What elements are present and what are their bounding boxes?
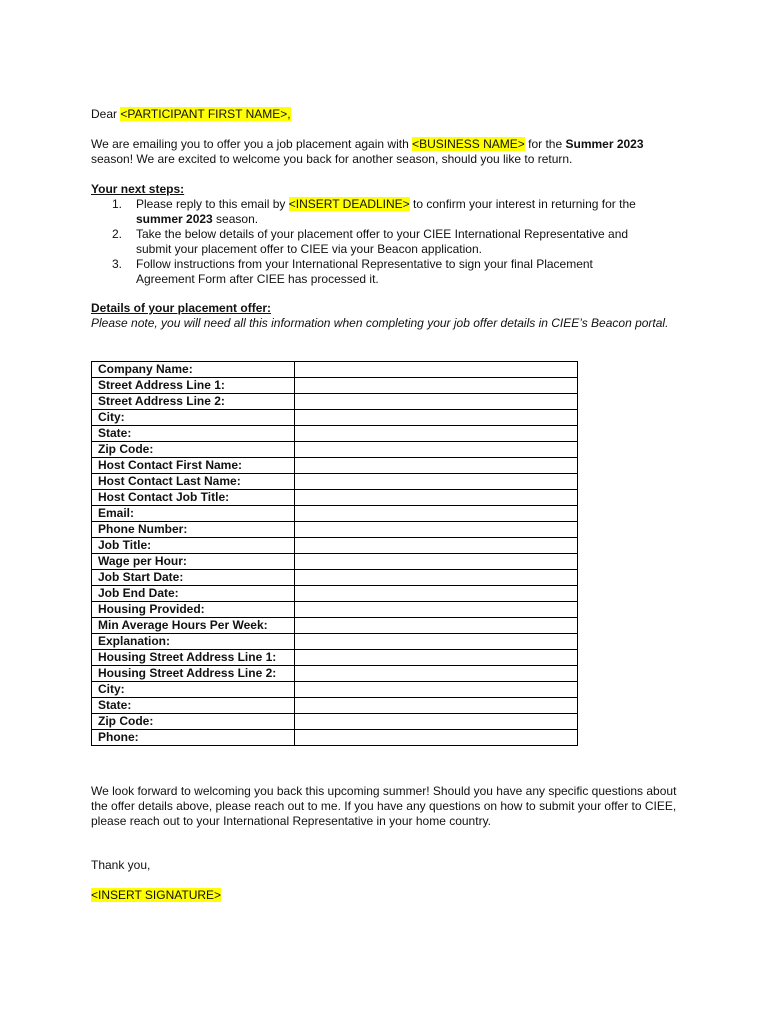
step-season: summer 2023: [136, 212, 213, 226]
field-label: Job Start Date:: [92, 570, 295, 586]
field-label: Email:: [92, 506, 295, 522]
closing-paragraph: We look forward to welcoming you back this upcoming summer! Should you have any specific questions about the offer details above, please reach out to me. If you have any questions on how to submit your offer to CIEE, please reach out to your International Representative in your home country.: [91, 784, 677, 828]
next-steps-heading: Your next steps:: [91, 182, 185, 196]
next-steps-list: [91, 197, 681, 287]
greeting: [91, 107, 291, 122]
step-number: 3.: [112, 257, 123, 271]
field-value-cell[interactable]: [295, 426, 578, 442]
thanks-text: Thank you,: [91, 858, 151, 872]
table-row: [92, 554, 578, 570]
step-number: 2.: [112, 227, 123, 241]
field-label: Host Contact First Name:: [92, 458, 295, 474]
table-row: [92, 650, 578, 666]
next-step-item: [91, 257, 681, 287]
field-label: Phone:: [92, 730, 295, 746]
field-value-cell[interactable]: [295, 474, 578, 490]
field-label: Street Address Line 1:: [92, 378, 295, 394]
step-text: submit your placement offer to CIEE via your Beacon application.: [136, 242, 482, 256]
table-row: [92, 394, 578, 410]
step-text: season.: [212, 212, 259, 226]
table-row: [92, 378, 578, 394]
field-label: Host Contact Job Title:: [92, 490, 295, 506]
field-value-cell[interactable]: [295, 410, 578, 426]
field-value-cell[interactable]: [295, 490, 578, 506]
field-value-cell[interactable]: [295, 458, 578, 474]
intro-text-1: We are emailing you to offer you a job placement again with: [91, 137, 413, 151]
table-row: [92, 682, 578, 698]
field-label: Zip Code:: [92, 442, 295, 458]
step-text: Agreement Form after CIEE has processed it.: [136, 272, 379, 286]
field-value-cell[interactable]: [295, 586, 578, 602]
table-row: [92, 490, 578, 506]
field-value-cell[interactable]: [295, 506, 578, 522]
step-text: to confirm your interest in returning for the: [409, 197, 636, 211]
field-value-cell[interactable]: [295, 362, 578, 378]
field-value-cell[interactable]: [295, 554, 578, 570]
field-value-cell[interactable]: [295, 538, 578, 554]
signature-line: [91, 888, 221, 903]
table-row: [92, 538, 578, 554]
details-note: Please note, you will need all this information when completing your job offer details in CIEE’s Beacon portal.: [91, 316, 669, 330]
field-value-cell[interactable]: [295, 394, 578, 410]
step-text: Follow instructions from your International Representative to sign your final Placement: [136, 257, 593, 271]
intro-season: Summer 2023: [565, 137, 644, 151]
field-label: City:: [92, 682, 295, 698]
field-value-cell[interactable]: [295, 442, 578, 458]
table-row: [92, 458, 578, 474]
field-label: Street Address Line 2:: [92, 394, 295, 410]
field-value-cell[interactable]: [295, 650, 578, 666]
field-label: Job End Date:: [92, 586, 295, 602]
field-label: Min Average Hours Per Week:: [92, 618, 295, 634]
field-label: Explanation:: [92, 634, 295, 650]
field-value-cell[interactable]: [295, 378, 578, 394]
intro-text-2: for the: [524, 137, 566, 151]
table-row: [92, 426, 578, 442]
field-value-cell[interactable]: [295, 618, 578, 634]
field-label: Company Name:: [92, 362, 295, 378]
table-row: [92, 714, 578, 730]
step-number: 1.: [112, 197, 123, 211]
field-value-cell[interactable]: [295, 730, 578, 746]
table-row: [92, 618, 578, 634]
step-text: Please reply to this email by: [136, 197, 289, 211]
table-row: [92, 666, 578, 682]
table-row: [92, 442, 578, 458]
field-label: State:: [92, 698, 295, 714]
greeting-prefix: Dear: [91, 107, 121, 121]
table-row: [92, 570, 578, 586]
field-label: Housing Street Address Line 1:: [92, 650, 295, 666]
next-step-item: [91, 227, 681, 257]
table-row: [92, 506, 578, 522]
table-row: [92, 586, 578, 602]
field-label: Housing Provided:: [92, 602, 295, 618]
field-label: Zip Code:: [92, 714, 295, 730]
field-value-cell[interactable]: [295, 602, 578, 618]
field-label: Wage per Hour:: [92, 554, 295, 570]
signature-placeholder: <INSERT SIGNATURE>: [91, 888, 222, 902]
field-value-cell[interactable]: [295, 570, 578, 586]
field-label: Housing Street Address Line 2:: [92, 666, 295, 682]
field-value-cell[interactable]: [295, 666, 578, 682]
placement-details-table: [91, 361, 578, 746]
table-row: [92, 474, 578, 490]
details-heading: Details of your placement offer:: [91, 301, 272, 315]
field-value-cell[interactable]: [295, 714, 578, 730]
field-label: Job Title:: [92, 538, 295, 554]
field-label: Host Contact Last Name:: [92, 474, 295, 490]
table-row: [92, 730, 578, 746]
field-value-cell[interactable]: [295, 682, 578, 698]
table-row: [92, 602, 578, 618]
deadline-placeholder: <INSERT DEADLINE>: [288, 197, 410, 211]
business-name-placeholder: <BUSINESS NAME>: [412, 137, 525, 151]
table-row: [92, 698, 578, 714]
intro-text-3: season! We are excited to welcome you back for another season, should you like to return.: [91, 152, 573, 166]
field-value-cell[interactable]: [295, 522, 578, 538]
table-row: [92, 410, 578, 426]
intro-paragraph: [91, 137, 681, 167]
step-text: Take the below details of your placement offer to your CIEE International Representative and: [136, 227, 629, 241]
next-step-item: [91, 197, 681, 227]
table-row: [92, 634, 578, 650]
field-label: Phone Number:: [92, 522, 295, 538]
table-row: [92, 362, 578, 378]
field-label: State:: [92, 426, 295, 442]
field-value-cell[interactable]: [295, 634, 578, 650]
field-label: City:: [92, 410, 295, 426]
table-row: [92, 522, 578, 538]
field-value-cell[interactable]: [295, 698, 578, 714]
participant-name-placeholder: <PARTICIPANT FIRST NAME>,: [120, 107, 291, 121]
